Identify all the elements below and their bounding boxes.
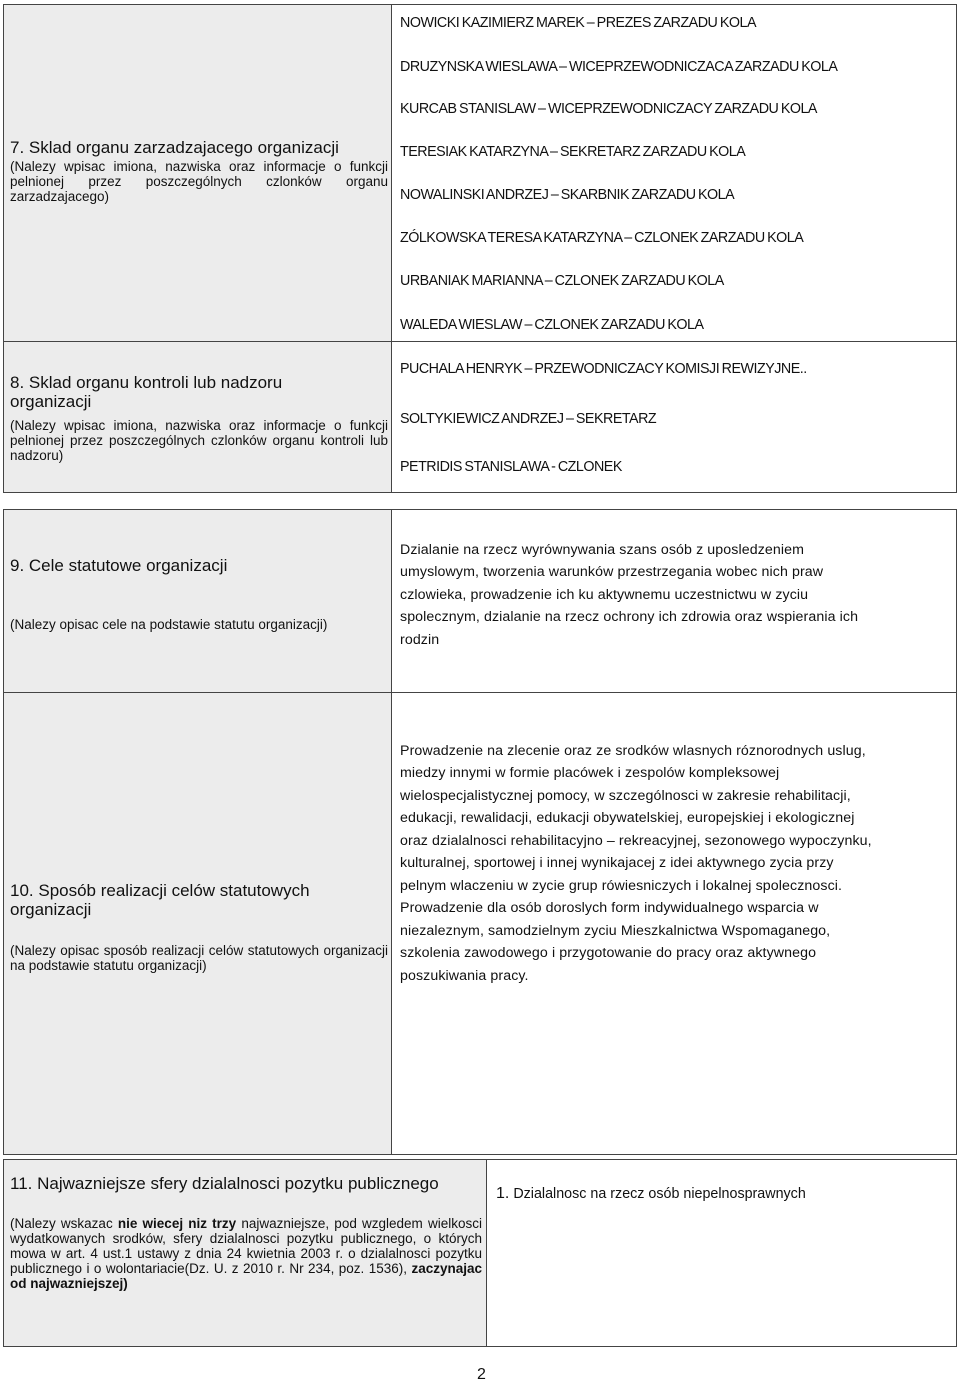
audit-member-3: PETRIDIS STANISLAWA - CZLONEK	[400, 459, 622, 475]
priority-area-1-text: Dzialalnosc na rzecz osób niepelnosprawnych	[513, 1186, 806, 1202]
board-member-7: URBANIAK MARIANNA – CZLONEK ZARZADU KOLA	[400, 273, 724, 289]
section-10-label-box	[3, 692, 392, 1155]
section-10-note: (Nalezy opisac sposób realizacji celów statutowych organizacji na podstawie statutu organizacji)	[10, 943, 388, 973]
implementation-line-9: niezaleznym, samodzielnym zyciu Mieszkalnictwa Wspomaganego,	[400, 923, 831, 939]
page-number: 2	[477, 1366, 486, 1383]
board-member-1: NOWICKI KAZIMIERZ MAREK – PREZES ZARZADU KOLA	[400, 15, 756, 31]
section-7-value-box	[391, 4, 957, 342]
board-member-8: WALEDA WIESLAW – CZLONEK ZARZADU KOLA	[400, 317, 704, 333]
section-9-label-box	[3, 509, 392, 693]
implementation-line-5: oraz dzialalnosci rehabilitacyjno – rekreacyjnej, sezonowego wypoczynku,	[400, 833, 872, 849]
implementation-line-7: pelnym wlaczeniu w zycie grup rówiesniczych i lokalnej spolecznosci.	[400, 878, 843, 894]
board-member-3: KURCAB STANISLAW – WICEPRZEWODNICZACY ZARZADU KOLA	[400, 101, 817, 117]
section-11-note-body: najwazniejsze, pod wzgledem wielkosci wydatkowanych srodków, sfery dzialalnosci pozytku publicznego, o których mowa w art. 4 ust.1 ustawy z dnia 24 kwietnia 2003 r. o dzialalnosci pozytku publicznego i o wolontariacie(Dz. U. z 2010 r. Nr 234, poz. 1536),	[10, 1216, 482, 1276]
section-11-note	[10, 1216, 482, 1291]
section-7-title: 7. Sklad organu zarzadzajacego organizacji	[10, 138, 339, 157]
section-11-note-emphasis: nie wiecej niz trzy	[117, 1216, 237, 1231]
implementation-line-11: poszukiwania pracy.	[400, 968, 529, 984]
statutory-goals-line-2: umyslowym, tworzenia warunków przestrzegania wobec nich praw	[400, 564, 824, 580]
section-11-note-closing: zaczynajac od najwazniejszej)	[10, 1261, 482, 1291]
section-8-note: (Nalezy wpisac imiona, nazwiska oraz informacje o funkcji pelnionej przez poszczególnych czlonków organu kontroli lub nadzoru)	[10, 418, 388, 463]
audit-member-2: SOLTYKIEWICZ ANDRZEJ – SEKRETARZ	[400, 411, 657, 427]
implementation-line-1: Prowadzenie na zlecenie oraz ze srodków wlasnych róznorodnych uslug,	[400, 743, 866, 759]
section-9-title: 9. Cele statutowe organizacji	[10, 556, 228, 575]
implementation-line-10: szkolenia zawodowego i przygotowanie do pracy oraz aktywnego	[400, 945, 817, 961]
board-member-2: DRUZYNSKA WIESLAWA – WICEPRZEWODNICZACA ZARZADU KOLA	[400, 59, 838, 75]
section-11-note-prefix: (Nalezy wskazac	[10, 1216, 113, 1231]
implementation-line-6: kulturalnej, sportowej i innej wynikajacej z idei aktywnego zycia przy	[400, 855, 834, 871]
statutory-goals-line-5: rodzin	[400, 632, 440, 648]
statutory-goals-line-4: spolecznym, dzialanie na rzecz ochrony ich zdrowia oraz wspierania ich	[400, 609, 859, 625]
section-11-title: 11. Najwazniejsze sfery dzialalnosci pozytku publicznego	[10, 1174, 439, 1193]
implementation-line-2: miedzy innymi w formie placówek i zespolów kompleksowej	[400, 765, 780, 781]
priority-area-1	[496, 1185, 806, 1203]
priority-area-1-number: 1.	[496, 1185, 510, 1202]
board-member-5: NOWALINSKI ANDRZEJ – SKARBNIK ZARZADU KOLA	[400, 187, 735, 203]
section-8-label-box	[3, 341, 392, 493]
section-10-title: 10. Sposób realizacji celów statutowych organizacji	[10, 881, 310, 919]
audit-member-1: PUCHALA HENRYK – PRZEWODNICZACY KOMISJI REWIZYJNE..	[400, 361, 807, 377]
implementation-line-3: wielospecjalistycznej pomocy, w szczególnosci w zakresie rehabilitacji,	[400, 788, 851, 804]
implementation-line-8: Prowadzenie dla osób doroslych form indywidualnego wsparcia w	[400, 900, 819, 916]
board-member-6: ZÓLKOWSKA TERESA KATARZYNA – CZLONEK ZARZADU KOLA	[400, 230, 804, 246]
statutory-goals-line-1: Dzialanie na rzecz wyrównywania szans osób z uposledzeniem	[400, 542, 805, 558]
implementation-line-4: edukacji, rewalidacji, edukacji obywatelskiej, europejskiej i ekologicznej	[400, 810, 855, 826]
statutory-goals-line-3: czlowieka, prowadzenie ich ku aktywnemu uczestnictwu w zyciu	[400, 587, 809, 603]
board-member-4: TERESIAK KATARZYNA – SEKRETARZ ZARZADU KOLA	[400, 144, 746, 160]
section-9-note: (Nalezy opisac cele na podstawie statutu organizacji)	[10, 617, 328, 632]
section-8-title: 8. Sklad organu kontroli lub nadzoru organizacji	[10, 373, 283, 411]
section-7-note: (Nalezy wpisac imiona, nazwiska oraz informacje o funkcji pelnionej przez poszczególnych czlonków organu zarzadzajacego)	[10, 159, 388, 204]
